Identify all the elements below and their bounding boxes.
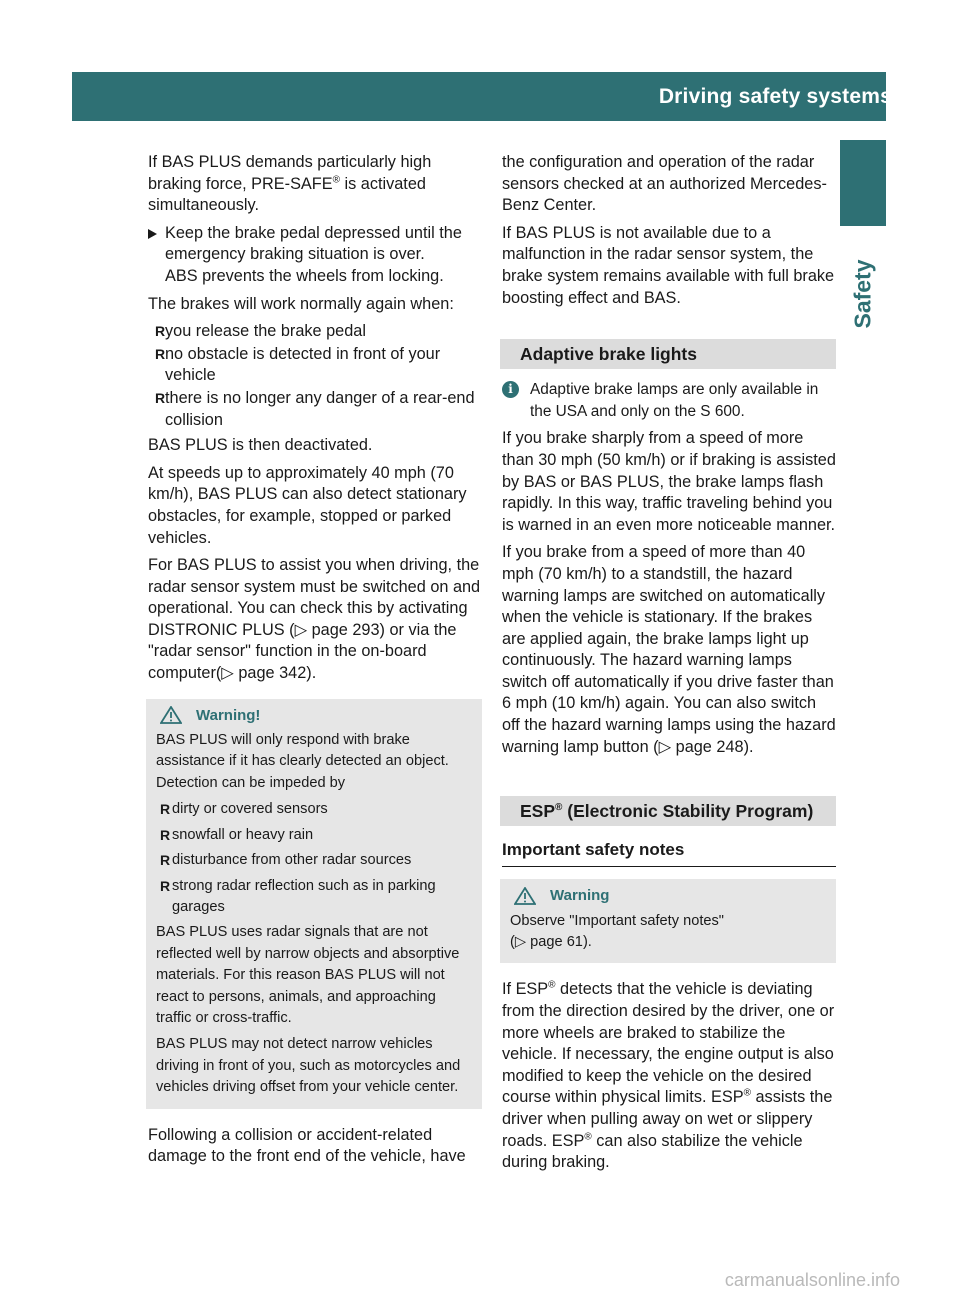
paragraph: If you brake from a speed of more than 40 mph (70 km/h) to a standstill, the hazard warning lamps are switched on automatically when the vehicle is stationary. If the brakes are applied again, the brake lamps light up continuously. The hazard warning lamps switch off automatically if you drive faster than 6 mph (10 km/h) again. You can also switch off the hazard warning lamps using the hazard warning lamp button (▷ page 248). xyxy=(502,543,836,756)
header-bar xyxy=(72,72,936,121)
paragraph: For BAS PLUS to assist you when driving, the radar sensor system must be switched on and operational. You can check this by activating DISTRONIC PLUS (▷ page 293) or via the "radar sensor" function in the on-board computer(▷ page 342). xyxy=(148,556,481,683)
paragraph: The brakes will work normally again when: xyxy=(148,294,454,313)
page-ref-arrow-icon: ▷ xyxy=(221,664,234,683)
paragraph: If BAS PLUS is not available due to a malfunction in the radar sensor system, the brake system remains available with full brake boosting effect and BAS. xyxy=(502,223,835,307)
page-reference[interactable]: page 248 xyxy=(675,737,744,756)
bullet-icon: R xyxy=(160,877,171,894)
warning-text: BAS PLUS may not detect narrow vehicles driving in front of you, such as motorcycles and vehicles driving offset from your vehicle center. xyxy=(156,1036,461,1096)
bullet-icon: R xyxy=(160,852,171,869)
list-item: R snowfall or heavy rain xyxy=(156,825,472,846)
list-item: R strong radar reflection such as in parking garages xyxy=(160,877,436,915)
warning-text: BAS PLUS will only respond with brake assistance if it has clearly detected an object. Detection can be impeded by xyxy=(156,732,449,791)
bullet-icon: R xyxy=(155,323,166,340)
chapter-label: Safety xyxy=(849,259,876,329)
registered-mark: ® xyxy=(548,980,556,992)
page-ref-arrow-icon: ▷ xyxy=(658,737,672,756)
warning-bullet-list xyxy=(156,799,472,918)
section-heading-adaptive-brake-lights: Adaptive brake lights xyxy=(500,339,836,369)
page-number: 63 xyxy=(914,86,936,107)
paragraph: If BAS PLUS demands particularly high braking force, PRE-SAFE® is activated simultaneously. xyxy=(148,153,432,215)
registered-mark: ® xyxy=(743,1088,751,1100)
left-column xyxy=(148,152,482,1174)
warning-text: Observe "Important safety notes" (▷ page 61). xyxy=(510,912,724,951)
registered-mark: ® xyxy=(584,1131,592,1143)
step-result: ABS prevents the wheels from locking. xyxy=(165,266,444,285)
paragraph: BAS PLUS is then deactivated. xyxy=(148,436,373,455)
right-column xyxy=(502,152,836,1180)
chapter-tab xyxy=(840,140,886,226)
page-ref-arrow-icon: ▷ xyxy=(294,620,308,639)
paragraph: If you brake sharply from a speed of more than 30 mph (50 km/h) or if braking is assisted by BAS or BAS PLUS, the brake lamps flash rapidly. In this way, traffic traveling behind you is warned in an even more noticeable manner. xyxy=(502,429,836,534)
list-item: R you release the brake pedal xyxy=(148,321,482,343)
registered-mark: ® xyxy=(555,802,563,814)
section-heading-esp: ESP® (Electronic Stability Program) xyxy=(500,796,836,826)
warning-triangle-icon xyxy=(160,706,182,724)
bullet-icon: R xyxy=(155,345,166,362)
list-item: R there is no longer any danger of a rear-end collision xyxy=(155,388,475,429)
step-arrow-icon xyxy=(148,229,157,239)
list-item: R no obstacle is detected in front of your vehicle xyxy=(155,344,441,385)
bullet-icon: R xyxy=(160,826,171,843)
warning-box xyxy=(500,879,836,963)
info-icon: i xyxy=(502,381,519,398)
page-reference[interactable]: page 61 xyxy=(530,934,583,951)
paragraph: the configuration and operation of the radar sensors checked at an authorized Mercedes-Benz Center. xyxy=(502,153,827,215)
warning-header: Warning xyxy=(510,885,826,906)
bullet-icon: R xyxy=(160,801,171,818)
warning-box xyxy=(146,699,482,1109)
page-reference[interactable]: page 293 xyxy=(311,620,380,639)
paragraph: Following a collision or accident-related damage to the front end of the vehicle, have xyxy=(148,1125,466,1166)
warning-triangle-icon xyxy=(514,887,536,905)
page-ref-arrow-icon: ▷ xyxy=(514,934,527,951)
paragraph: If ESP® detects that the vehicle is deviating from the direction desired by the driver, one or more wheels are braked to stabilize the vehicle. If necessary, the engine output is also modified to keep the vehicle on the desired course within physical limits. ESP® assists the driver when pulling away on wet or slippery roads. ESP® can also stabilize the vehicle during braking. xyxy=(502,980,835,1172)
header-separator xyxy=(902,72,906,121)
section-title: Driving safety systems xyxy=(658,85,892,108)
warning-header: Warning! xyxy=(156,705,472,726)
instruction-step: Keep the brake pedal depressed until the emergency braking situation is over. ABS prevents the wheels from locking. xyxy=(148,223,482,288)
paragraph: At speeds up to approximately 40 mph (70 km/h), BAS PLUS can also detect stationary obstacles, for example, stopped or parked vehicles. xyxy=(148,463,467,547)
bullet-icon: R xyxy=(155,389,166,406)
warning-text: BAS PLUS uses radar signals that are not reflected well by narrow objects and absorptive materials. For this reason BAS PLUS will not react to persons, animals, and approaching traffic or cross-traffic. xyxy=(156,924,460,1026)
subsection-heading: Important safety notes xyxy=(502,836,836,867)
page-reference[interactable]: page 342 xyxy=(238,664,307,683)
bullet-list xyxy=(148,321,482,431)
watermark: carmanualsonline.info xyxy=(724,1270,900,1290)
list-item: R disturbance from other radar sources xyxy=(156,850,472,871)
list-item: R dirty or covered sensors xyxy=(156,799,472,820)
registered-mark: ® xyxy=(332,174,340,186)
info-note: i Adaptive brake lamps are only available in the USA and only on the S 600. xyxy=(502,379,836,422)
